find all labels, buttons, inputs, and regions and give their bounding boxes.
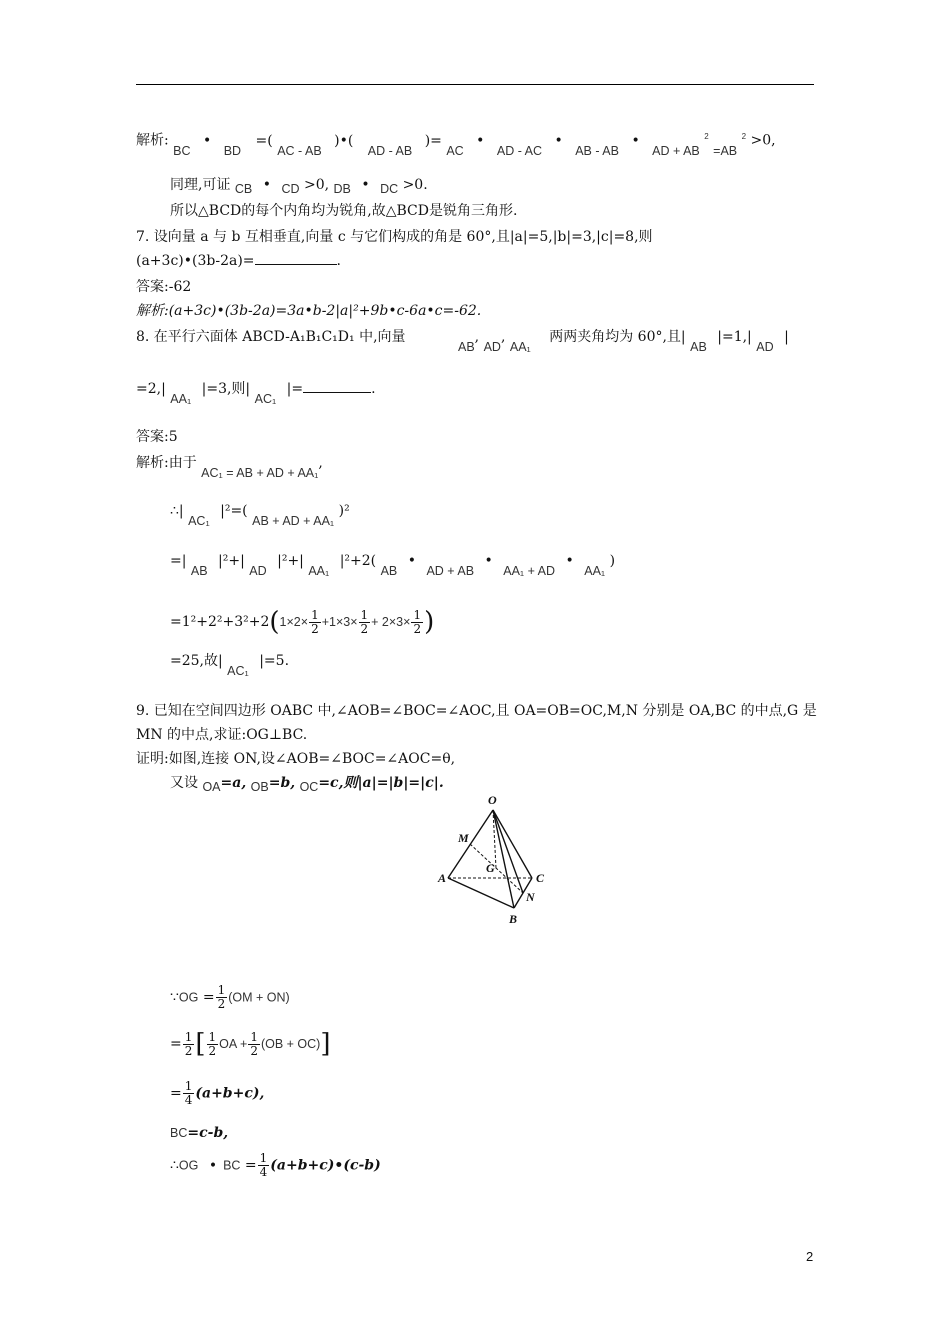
fraction: $\frac{1}{2}$ [311, 607, 319, 636]
dot: • [554, 132, 563, 149]
label-G: G [486, 861, 495, 875]
q8-analysis-5 [170, 652, 290, 678]
text: |²=( [220, 503, 248, 519]
text: =| [170, 553, 187, 569]
label-B: B [509, 912, 518, 926]
vector-expr: AA₁ + AD [503, 564, 556, 578]
vector: AC₁ [254, 392, 277, 406]
vector: DC [380, 182, 399, 196]
dot: • [208, 1157, 218, 1174]
vector: CB [234, 182, 253, 196]
superscript: 2 [741, 132, 747, 141]
dot: • [476, 132, 485, 149]
text: |= [286, 381, 304, 397]
bracket-close: ] [320, 1029, 331, 1059]
q9-step5 [170, 1152, 381, 1179]
text: , [318, 455, 323, 471]
vector: AC₁ [188, 514, 210, 528]
label-A: A [438, 871, 447, 885]
fraction: $\frac{1}{2}$ [413, 607, 422, 636]
text: )² [338, 503, 350, 519]
text: =b, [268, 775, 296, 791]
text: )•( [334, 132, 354, 149]
tetrahedron-figure [430, 790, 560, 930]
vector: AD [249, 564, 267, 578]
text: . [371, 381, 376, 397]
text: |²+| [277, 553, 304, 569]
vector-expr: AB + AD + AA₁ [252, 514, 335, 528]
vector-expr: OA + [219, 1037, 248, 1051]
text: =25,故| [170, 653, 223, 669]
bracket-open: [ [195, 1029, 206, 1059]
vector: BC [173, 143, 191, 158]
dot: • [361, 177, 370, 193]
vector: AD [756, 340, 774, 354]
q6-line2 [170, 176, 428, 194]
text: 1×2× [279, 615, 309, 629]
vector: BC [170, 1126, 188, 1140]
text: |²+| [218, 553, 245, 569]
text: ∵ [170, 989, 179, 1006]
text: |²+2( [339, 553, 377, 569]
q7-analysis: 解析:(a+3c)•(3b-2a)=3a•b-2|a|²+9b•c-6a•c=-62. [136, 303, 482, 319]
q8-analysis-2 [170, 502, 350, 528]
vector: OB [250, 780, 269, 794]
vector: AB [380, 564, 398, 578]
vector-expr: AD + AB [652, 143, 700, 158]
q9-stem-line2: MN 的中点,求证:OG⊥BC. [136, 727, 308, 743]
dot: • [484, 553, 493, 569]
text: |=1,| [717, 329, 752, 345]
text: =( [255, 132, 273, 149]
vector: AD [483, 340, 501, 354]
text: >0, [303, 177, 330, 193]
text: =c,则|a|=|b|=|c|. [318, 775, 444, 791]
fraction: $\frac{1}{2}$ [360, 607, 369, 636]
text: , [474, 329, 480, 345]
text: 同理,可证 [170, 177, 231, 193]
text: ∴ [170, 1157, 179, 1174]
header-rule [136, 84, 814, 85]
text: . [336, 253, 341, 269]
dot: • [565, 553, 574, 569]
text: = [244, 1157, 257, 1174]
label-C: C [536, 871, 545, 885]
text: (a+3c)•(3b-2a)= [136, 253, 255, 269]
paren-close: ) [424, 607, 435, 637]
fraction: $\frac{1}{2}$ [208, 1029, 217, 1058]
text: >0, [750, 132, 776, 149]
vector: AA₁ [509, 340, 531, 354]
text: =a, [220, 775, 247, 791]
fraction: $\frac{1}{4}$ [184, 1079, 193, 1107]
text: |=3,则| [201, 381, 251, 397]
vector-expr: AC - AB [277, 143, 322, 158]
fraction: $\frac{1}{2}$ [250, 1029, 258, 1058]
vector: AB [457, 340, 475, 354]
vector: AB [690, 340, 707, 354]
text: (a+b+c), [195, 1085, 265, 1102]
superscript: 2 [704, 132, 709, 141]
q7-stem-line1: 7. 设向量 a 与 b 互相垂直,向量 c 与它们构成的角是 60°,且|a|=5,|b|=3,|c|=8,则 [136, 229, 653, 245]
answer-blank [255, 264, 337, 265]
dot: • [407, 553, 416, 569]
q6-line3: 所以△BCD的每个内角均为锐角,故△BCD是锐角三角形. [170, 203, 518, 219]
vector: AB [190, 564, 208, 578]
paren-open: ( [269, 607, 280, 637]
label-O: O [488, 793, 497, 807]
text: = [170, 1036, 182, 1052]
text: |=5. [259, 653, 290, 669]
q7-answer: 答案:-62 [136, 279, 192, 295]
fraction: $\frac{1}{4}$ [259, 1151, 268, 1179]
q8-analysis-4 [170, 608, 434, 636]
vector: AA₁ [584, 564, 606, 578]
dot: • [203, 132, 212, 149]
text: | [784, 329, 789, 345]
vector: OA [202, 780, 221, 794]
q6-line1 [136, 128, 776, 158]
vector: BC [223, 1158, 241, 1173]
q9-step4 [170, 1124, 228, 1142]
text: , [500, 329, 506, 345]
vector: OG [178, 990, 199, 1005]
q7-stem-line2 [136, 252, 341, 270]
text: 又设 [170, 775, 198, 791]
vector-expr: AD - AB [367, 143, 413, 158]
label-N: N [526, 890, 535, 904]
q8-analysis-3 [170, 552, 616, 578]
text: +1×3× [321, 615, 358, 629]
q8-answer: 答案:5 [136, 429, 178, 445]
text: =1²+2²+3²+2 [170, 614, 270, 630]
vector: DB [333, 182, 351, 196]
q8-stem-line2 [136, 380, 376, 406]
vector: AA₁ [308, 564, 330, 578]
vector-expr: AD + AB [426, 564, 475, 578]
q8-stem-line1 [136, 328, 789, 354]
q9-step1 [170, 984, 290, 1011]
vector-expr: AD - AC [496, 143, 543, 158]
vector-expr: AC₁ = AB + AD + AA₁ [201, 466, 319, 480]
q9-step3 [170, 1080, 264, 1107]
vector: OG [178, 1158, 199, 1173]
q9-stem-line1: 9. 已知在空间四边形 OABC 中,∠AOB=∠BOC=∠AOC,且 OA=OB=OC,M,N 分别是 OA,BC 的中点,G 是 [136, 703, 817, 719]
vector-expr: (OB + OC) [260, 1037, 321, 1051]
q8-analysis-1 [136, 454, 323, 480]
page-number: 2 [806, 1249, 814, 1264]
label-M: M [458, 831, 469, 845]
vector-expr: AB - AB [575, 143, 619, 158]
vector: AA₁ [170, 392, 192, 406]
vector: AC [446, 143, 464, 158]
text: = [202, 989, 215, 1006]
text: =c-b, [187, 1125, 229, 1141]
text: 两两夹角均为 60°,且| [549, 329, 686, 345]
vector-expr: (OM + ON) [228, 990, 290, 1005]
vector: AC₁ [227, 664, 249, 678]
fraction: $\frac{1}{2}$ [184, 1029, 193, 1058]
text: 8. 在平行六面体 ABCD-A₁B₁C₁D₁ 中,向量 [136, 329, 406, 345]
q9-proof-line1: 证明:如图,连接 ON,设∠AOB=∠BOC=∠AOC=θ, [136, 751, 456, 767]
text: 解析:由于 [136, 455, 197, 471]
text: ∴| [170, 503, 184, 519]
text: =2,| [136, 381, 166, 397]
text: (a+b+c)•(c-b) [270, 1157, 381, 1174]
fraction: $\frac{1}{2}$ [217, 983, 226, 1011]
vector: CD [281, 182, 300, 196]
text: )= [424, 132, 442, 149]
vector: OC [299, 780, 319, 794]
text: ) [609, 553, 616, 569]
text: + 2×3× [371, 615, 411, 629]
dot: • [262, 177, 271, 193]
vector: =AB [713, 143, 738, 158]
text: >0. [402, 177, 428, 193]
text: = [170, 1085, 182, 1102]
vector: BD [223, 143, 242, 158]
q9-step2 [170, 1030, 331, 1058]
q9-proof-line2 [170, 774, 444, 792]
dot: • [631, 132, 640, 149]
analysis-label: 解析: [136, 132, 169, 149]
answer-blank [303, 392, 371, 393]
